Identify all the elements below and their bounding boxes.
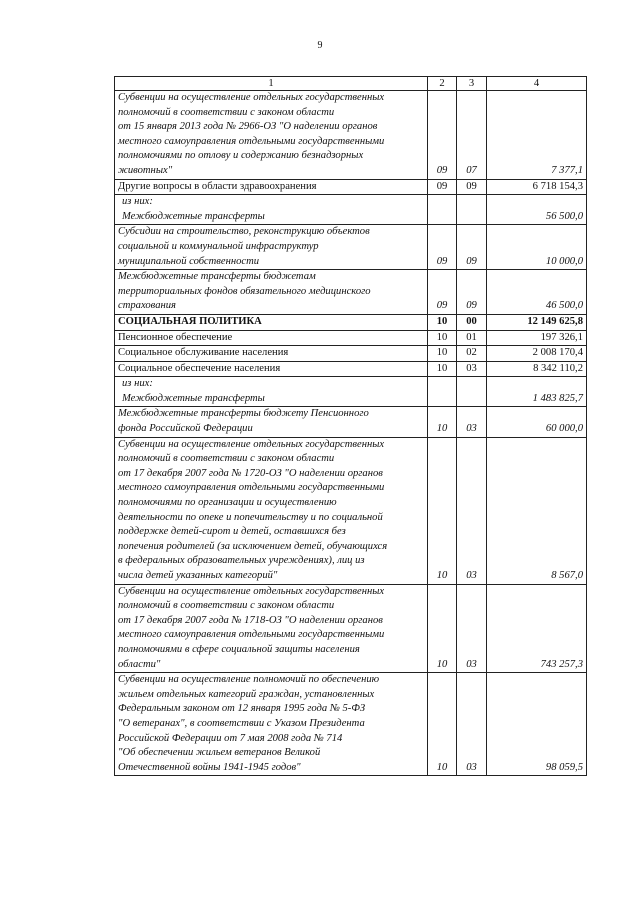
- row-amount: 98 059,5: [487, 673, 587, 776]
- row-amount: 8 342 110,2: [487, 361, 587, 377]
- row-amount: 7 377,1: [487, 91, 587, 180]
- row-name: Межбюджетные трансферты бюджетам территориальных фондов обязательного медицинского страхования: [115, 270, 428, 315]
- header-col-2: 2: [428, 77, 457, 91]
- row-name: из них: Межбюджетные трансферты: [115, 195, 428, 225]
- row-name: Субвенции на осуществление полномочий по обеспечению жильем отдельных категорий граждан, установленных Федеральным законом от 12 января 1995 года № 5-ФЗ "О ветеранах", в соответствии с Указом Президента Российской Федерации от 7 мая 2008 года № 714 "Об обеспечении жильем ветеранов Великой Отечественной войны 1941-1945 годов": [115, 673, 428, 776]
- row-subsection-code: 03: [457, 584, 487, 673]
- row-name: Пенсионное обеспечение: [115, 330, 428, 346]
- row-subsection-code: 00: [457, 314, 487, 330]
- row-amount: 197 326,1: [487, 330, 587, 346]
- header-col-3: 3: [457, 77, 487, 91]
- header-col-1: 1: [115, 77, 428, 91]
- row-name: из них: Межбюджетные трансферты: [115, 377, 428, 407]
- table-row: [115, 179, 587, 195]
- row-section-code: 10: [428, 314, 457, 330]
- row-amount: 56 500,0: [487, 195, 587, 225]
- table-row: [115, 195, 587, 225]
- row-name: Социальное обеспечение населения: [115, 361, 428, 377]
- row-section-code: 10: [428, 330, 457, 346]
- row-name: СОЦИАЛЬНАЯ ПОЛИТИКА: [115, 314, 428, 330]
- table-row: [115, 346, 587, 362]
- row-section-code: 10: [428, 361, 457, 377]
- row-section-code: [428, 195, 457, 225]
- page-number: 9: [317, 40, 323, 51]
- row-name: Другие вопросы в области здравоохранения: [115, 179, 428, 195]
- row-name: Субвенции на осуществление отдельных государственных полномочий в соответствии с законом области от 17 декабря 2007 года № 1720-ОЗ "О наделении органов местного самоуправления отдельными государственными полномочиями по организации и осуществлению деятельности по опеке и попечительству и по социальной поддержке детей-сирот и детей, оставшихся без попечения родителей (за исключением детей, обучающихся в федеральных образовательных учреждениях), лиц из числа детей указанных категорий": [115, 437, 428, 584]
- table-row: [115, 673, 587, 776]
- row-subsection-code: 03: [457, 673, 487, 776]
- table-row: [115, 314, 587, 330]
- row-section-code: [428, 377, 457, 407]
- budget-table: [114, 76, 587, 776]
- row-amount: 1 483 825,7: [487, 377, 587, 407]
- row-subsection-code: 07: [457, 91, 487, 180]
- table-header-row: [115, 77, 587, 91]
- row-amount: 46 500,0: [487, 270, 587, 315]
- row-amount: 60 000,0: [487, 407, 587, 437]
- row-section-code: 10: [428, 437, 457, 584]
- row-subsection-code: [457, 195, 487, 225]
- row-subsection-code: 09: [457, 270, 487, 315]
- row-subsection-code: 03: [457, 361, 487, 377]
- table-row: [115, 437, 587, 584]
- table-row: [115, 270, 587, 315]
- table-row: [115, 377, 587, 407]
- row-subsection-code: 09: [457, 179, 487, 195]
- row-subsection-code: [457, 377, 487, 407]
- row-amount: 6 718 154,3: [487, 179, 587, 195]
- row-section-code: 10: [428, 407, 457, 437]
- row-section-code: 09: [428, 91, 457, 180]
- row-section-code: 10: [428, 673, 457, 776]
- table-row: [115, 407, 587, 437]
- row-amount: 2 008 170,4: [487, 346, 587, 362]
- row-name: Межбюджетные трансферты бюджету Пенсионного фонда Российской Федерации: [115, 407, 428, 437]
- row-name: Социальное обслуживание населения: [115, 346, 428, 362]
- row-section-code: 09: [428, 270, 457, 315]
- row-section-code: 09: [428, 225, 457, 270]
- row-subsection-code: 01: [457, 330, 487, 346]
- table-row: [115, 361, 587, 377]
- table-row: [115, 330, 587, 346]
- row-name: Субвенции на осуществление отдельных государственных полномочий в соответствии с законом области от 15 января 2013 года № 2966-ОЗ "О наделении органов местного самоуправления отдельными государственными полномочиями по отлову и содержанию безнадзорных животных": [115, 91, 428, 180]
- row-subsection-code: 03: [457, 407, 487, 437]
- row-section-code: 09: [428, 179, 457, 195]
- row-subsection-code: 03: [457, 437, 487, 584]
- row-amount: 12 149 625,8: [487, 314, 587, 330]
- row-amount: 743 257,3: [487, 584, 587, 673]
- header-col-4: 4: [487, 77, 587, 91]
- row-name: Субвенции на осуществление отдельных государственных полномочий в соответствии с законом области от 17 декабря 2007 года № 1718-ОЗ "О наделении органов местного самоуправления отдельными государственными полномочиями в сфере социальной защиты населения области": [115, 584, 428, 673]
- row-section-code: 10: [428, 346, 457, 362]
- row-name: Субсидии на строительство, реконструкцию объектов социальной и коммунальной инфраструктур муниципальной собственности: [115, 225, 428, 270]
- row-subsection-code: 02: [457, 346, 487, 362]
- row-amount: 10 000,0: [487, 225, 587, 270]
- table-row: [115, 225, 587, 270]
- row-section-code: 10: [428, 584, 457, 673]
- row-amount: 8 567,0: [487, 437, 587, 584]
- row-subsection-code: 09: [457, 225, 487, 270]
- table-row: [115, 584, 587, 673]
- table-row: [115, 91, 587, 180]
